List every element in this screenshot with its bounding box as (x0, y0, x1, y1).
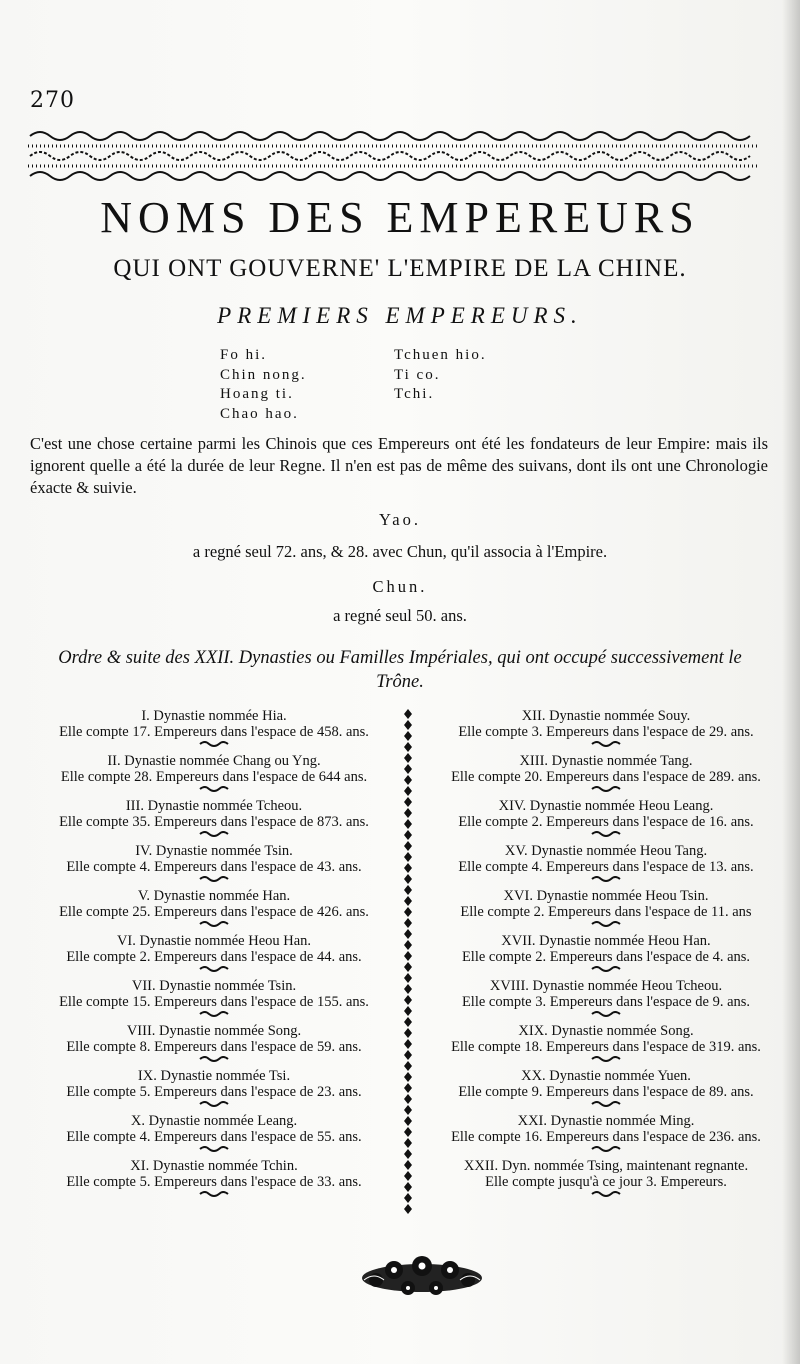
column-divider-ornament (397, 708, 419, 1216)
emperor-name: Tchuen hio. (394, 347, 487, 363)
fleuron-icon (591, 1190, 621, 1198)
divider-diamond (404, 918, 412, 928)
divider-diamond (404, 1083, 412, 1093)
fleuron-icon (591, 1010, 621, 1018)
divider-diamond (404, 1105, 412, 1115)
dynasty-duration: Elle compte 20. Empereurs dans l'espace de 289. ans. (451, 769, 761, 785)
dynasty-entry (420, 978, 792, 1023)
dynasty-duration: Elle compte 25. Empereurs dans l'espace de 426. ans. (59, 904, 369, 920)
dynasty-name: XIV. Dynastie nommée Heou Leang. (498, 798, 714, 814)
dynasty-name: IV. Dynastie nommée Tsin. (135, 843, 293, 859)
dynasty-duration: Elle compte 16. Empereurs dans l'espace de 236. ans. (451, 1129, 761, 1145)
dynasty-duration: Elle compte 18. Empereurs dans l'espace de 319. ans. (451, 1039, 761, 1055)
fleuron-icon (199, 785, 229, 793)
page-title: NOMS DES EMPEREURS (100, 193, 700, 242)
fleuron-icon (591, 920, 621, 928)
fleuron-icon (199, 1055, 229, 1063)
fleuron-icon (591, 875, 621, 883)
dynasty-entry (420, 1113, 792, 1158)
fleuron-icon (199, 830, 229, 838)
section-heading-first-emperors: PREMIERS EMPEREURS. (217, 303, 583, 328)
dynasty-duration: Elle compte 8. Empereurs dans l'espace de 59. ans. (66, 1039, 362, 1055)
fleuron-icon (199, 920, 229, 928)
divider-diamond (404, 1039, 412, 1049)
divider-diamond (404, 764, 412, 774)
dynasty-name: XIX. Dynastie nommée Song. (518, 1023, 694, 1039)
emperor-name: Chao hao. (220, 405, 299, 422)
emperor-chun-reign: a regné seul 50. ans. (333, 606, 467, 625)
intro-paragraph: C'est une chose certaine parmi les Chinois que ces Empereurs ont été les fondateurs de leur Empire: mais ils ignorent quelle a été la durée de leur Regne. Il n'en est pas de même des suivans, dont ils ont une Chronologie éxacte & suivie. (30, 434, 768, 497)
dynasty-duration: Elle compte 15. Empereurs dans l'espace de 155. ans. (59, 994, 369, 1010)
dynasty-name: XVIII. Dynastie nommée Heou Tcheou. (489, 978, 723, 994)
divider-diamond (404, 1193, 412, 1203)
dynasty-duration: Elle compte 2. Empereurs dans l'espace de 16. ans. (458, 814, 754, 830)
emperor-name: Fo hi. (220, 347, 268, 363)
emperor-name: Tchi. (394, 386, 435, 402)
dynasty-name: XI. Dynastie nommée Tchin. (130, 1158, 298, 1174)
emperor-name: Ti co. (394, 366, 441, 383)
divider-diamond (404, 1171, 412, 1181)
divider-diamond (404, 819, 412, 829)
dynasty-name: I. Dynastie nommée Hia. (141, 708, 287, 724)
dynasty-name: XIII. Dynastie nommée Tang. (519, 753, 693, 769)
divider-diamond (404, 1028, 412, 1038)
first-emperors-column-b (394, 346, 487, 405)
divider-diamond (404, 984, 412, 994)
divider-diamond (404, 1006, 412, 1016)
dynasty-entry (420, 753, 792, 798)
divider-diamond (404, 951, 412, 961)
dynasty-duration: Elle compte 2. Empereurs dans l'espace de 11. ans (460, 904, 752, 920)
floral-tailpiece (354, 1254, 490, 1300)
dynasty-name: IX. Dynastie nommée Tsi. (137, 1068, 291, 1084)
dynasty-name: XII. Dynastie nommée Souy. (521, 708, 691, 724)
dynasty-name: III. Dynastie nommée Tcheou. (125, 798, 303, 814)
emperor-yao-name: Yao. (379, 510, 421, 529)
divider-diamond (404, 1204, 412, 1214)
dynasty-duration: Elle compte 2. Empereurs dans l'espace de 4. ans. (461, 949, 751, 965)
dynasty-duration: Elle compte 28. Empereurs dans l'espace de 644 ans. (60, 769, 368, 785)
divider-diamond (404, 753, 412, 763)
divider-diamond (404, 720, 412, 730)
fleuron-icon (199, 1145, 229, 1153)
dynasty-name: VI. Dynastie nommée Heou Han. (116, 933, 312, 949)
dynasty-entry (28, 933, 400, 978)
emperor-name: Chin nong. (220, 366, 307, 383)
dynasty-duration: Elle compte 2. Empereurs dans l'espace de 44. ans. (66, 949, 362, 965)
dynasty-entry (420, 843, 792, 888)
dynasties-heading: Ordre & suite des XXII. Dynasties ou Familles Impériales, qui ont occupé successivement le Trône. (58, 648, 742, 692)
divider-diamond (404, 852, 412, 862)
dynasty-duration: Elle compte 4. Empereurs dans l'espace de 13. ans. (458, 859, 754, 875)
divider-diamond (404, 1050, 412, 1060)
dynasty-entry (420, 708, 792, 753)
fleuron-icon (591, 785, 621, 793)
dynasty-entry (420, 798, 792, 843)
dynasty-name: X. Dynastie nommée Leang. (130, 1113, 298, 1129)
emperor-chun-name: Chun. (372, 577, 428, 596)
fleuron-icon (199, 1100, 229, 1108)
divider-diamond (404, 797, 412, 807)
first-emperors-column-a (220, 346, 307, 424)
divider-diamond (404, 1182, 412, 1192)
dynasties-column-left (28, 708, 400, 1203)
dynasty-entry (28, 978, 400, 1023)
dynasty-name: XV. Dynastie nommée Heou Tang. (504, 843, 708, 859)
dynasty-entry (28, 888, 400, 933)
dynasty-duration: Elle compte jusqu'à ce jour 3. Empereurs. (485, 1174, 727, 1190)
divider-diamond (404, 929, 412, 939)
dynasty-entry (28, 708, 400, 753)
divider-diamond (404, 874, 412, 884)
dynasty-entry (420, 1068, 792, 1113)
fleuron-icon (199, 1010, 229, 1018)
dynasty-duration: Elle compte 17. Empereurs dans l'espace de 458. ans. (59, 724, 369, 740)
dynasty-name: XVI. Dynastie nommée Heou Tsin. (503, 888, 709, 904)
ornament-band (28, 126, 758, 186)
dynasty-entry (28, 843, 400, 888)
fleuron-icon (591, 740, 621, 748)
dynasties-column-right (420, 708, 792, 1203)
divider-diamond (404, 830, 412, 840)
dynasty-name: II. Dynastie nommée Chang ou Yng. (107, 753, 321, 769)
dynasty-duration: Elle compte 4. Empereurs dans l'espace de 43. ans. (66, 859, 362, 875)
fleuron-icon (199, 965, 229, 973)
fleuron-icon (199, 1190, 229, 1198)
fleuron-icon (591, 1145, 621, 1153)
dynasty-entry (28, 1158, 400, 1203)
divider-diamond (404, 742, 412, 752)
divider-diamond (404, 1094, 412, 1104)
dynasty-entry (420, 1023, 792, 1068)
divider-diamond (404, 962, 412, 972)
dynasty-entry (420, 1158, 792, 1203)
divider-diamond (404, 808, 412, 818)
dynasty-duration: Elle compte 35. Empereurs dans l'espace de 873. ans. (59, 814, 369, 830)
dynasty-entry (28, 1113, 400, 1158)
divider-diamond (404, 907, 412, 917)
fleuron-icon (199, 875, 229, 883)
divider-diamond (404, 1138, 412, 1148)
dynasty-name: XX. Dynastie nommée Yuen. (521, 1068, 691, 1084)
divider-diamond (404, 1116, 412, 1126)
dynasty-duration: Elle compte 4. Empereurs dans l'espace de 55. ans. (66, 1129, 362, 1145)
dynasty-duration: Elle compte 9. Empereurs dans l'espace de 89. ans. (458, 1084, 754, 1100)
dynasty-entry (420, 888, 792, 933)
fleuron-icon (591, 1100, 621, 1108)
divider-diamond (404, 1061, 412, 1071)
divider-diamond (404, 863, 412, 873)
dynasty-name: V. Dynastie nommée Han. (137, 888, 291, 904)
fleuron-icon (591, 1055, 621, 1063)
divider-diamond (404, 1149, 412, 1159)
dynasty-entry (28, 798, 400, 843)
divider-diamond (404, 1160, 412, 1170)
divider-diamond (404, 940, 412, 950)
emperor-name: Hoang ti. (220, 386, 294, 402)
dynasty-duration: Elle compte 3. Empereurs dans l'espace de 29. ans. (458, 724, 754, 740)
dynasty-name: XXI. Dynastie nommée Ming. (517, 1113, 695, 1129)
divider-diamond (404, 885, 412, 895)
dynasty-name: XVII. Dynastie nommée Heou Han. (501, 933, 711, 949)
fleuron-icon (591, 830, 621, 838)
dynasty-entry (28, 1068, 400, 1113)
dynasty-entry (28, 1023, 400, 1068)
divider-diamond (404, 786, 412, 796)
divider-diamond (404, 1017, 412, 1027)
emperor-yao-reign: a regné seul 72. ans, & 28. avec Chun, qu'il associa à l'Empire. (192, 542, 608, 561)
fleuron-icon (199, 740, 229, 748)
dynasty-duration: Elle compte 3. Empereurs dans l'espace de 9. ans. (461, 994, 751, 1010)
divider-diamond (404, 1072, 412, 1082)
dynasty-duration: Elle compte 5. Empereurs dans l'espace de 33. ans. (66, 1174, 362, 1190)
dynasty-duration: Elle compte 5. Empereurs dans l'espace de 23. ans. (66, 1084, 362, 1100)
page-number: 270 (30, 88, 75, 113)
dynasty-entry (420, 933, 792, 978)
dynasty-name: XXII. Dyn. nommée Tsing, maintenant regnante. (463, 1158, 749, 1174)
divider-diamond (404, 973, 412, 983)
page-subtitle: QUI ONT GOUVERNE' L'EMPIRE DE LA CHINE. (113, 255, 687, 282)
divider-diamond (404, 995, 412, 1005)
divider-diamond (404, 775, 412, 785)
divider-diamond (404, 1127, 412, 1137)
dynasty-entry (28, 753, 400, 798)
divider-diamond (404, 896, 412, 906)
dynasty-name: VIII. Dynastie nommée Song. (126, 1023, 302, 1039)
fleuron-icon (591, 965, 621, 973)
divider-diamond (404, 731, 412, 741)
dynasty-name: VII. Dynastie nommée Tsin. (131, 978, 297, 994)
divider-diamond (404, 841, 412, 851)
divider-diamond (404, 709, 412, 719)
